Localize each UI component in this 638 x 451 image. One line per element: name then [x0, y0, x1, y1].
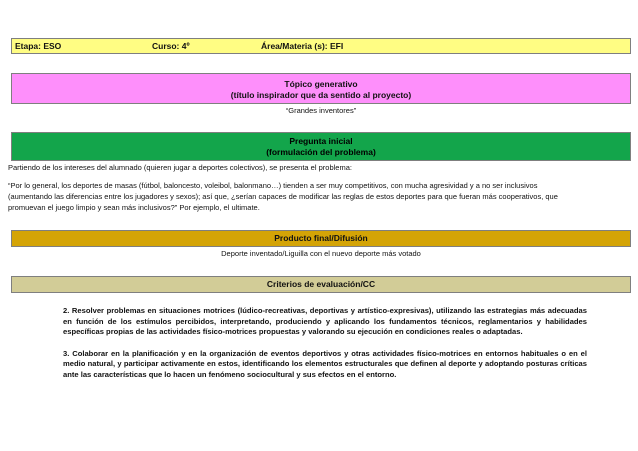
topico-subtitle: (título inspirador que da sentido al proyecto): [230, 90, 412, 100]
criterio-item: 2. Resolver problemas en situaciones motrices (lúdico-recreativas, deportivas y artístico-expresivas), utilizando las estrategias más adecuadas en función de los estímulos percibidos, interpretando, produciendo y aplicando los fundamentos técnicos, reglamentarios y habilidades específicas propias de las actividades físico-motrices propuestas y valorando su ejecución en condiciones reales o adaptadas.: [63, 306, 587, 337]
topico-header: [11, 73, 631, 104]
criterios-title: Criterios de evaluación/CC: [266, 279, 376, 289]
pregunta-subtitle: (formulación del problema): [266, 147, 376, 157]
pregunta-header: [11, 132, 631, 161]
producto-title: Producto final/Difusión: [274, 233, 368, 243]
pregunta-line: promuevan el juego limpio y sean más inclusivos?” Por ejemplo, el ultimate.: [8, 203, 260, 212]
area-label: Área/Materia (s): EFI: [261, 41, 344, 51]
pregunta-text: [8, 180, 631, 213]
header-bar: [11, 38, 631, 54]
criterio-item: 3. Colaborar en la planificación y en la organización de eventos deportivos y otras actividades físico-motrices en entornos habituales o en el medio natural, y participar activamente en estos, identificando los elementos estructurales que definen al deporte y adoptando posturas críticas ante las características que lo hacen un fenómeno sociocultural y sus efectos en el entorno.: [63, 348, 587, 379]
etapa-label: Etapa: ESO: [15, 41, 62, 51]
project-sheet: [8, 38, 631, 381]
curso-label: Curso: 4º: [152, 41, 190, 51]
criterios-header: [11, 276, 631, 293]
producto-header: [11, 230, 631, 247]
pregunta-title: Pregunta inicial: [289, 136, 353, 146]
topico-title: Tópico generativo: [284, 79, 358, 89]
pregunta-line: “Por lo general, los deportes de masas (fútbol, baloncesto, voleibol, balonmano…) tienden a ser muy competitivos, con mucha agresividad y a no ser inclusivos: [8, 181, 538, 190]
producto-value: Deporte inventado/Liguilla con el nuevo deporte más votado: [221, 249, 421, 258]
topico-value: “Grandes inventores”: [285, 106, 357, 115]
pregunta-intro: Partiendo de los intereses del alumnado (quieren jugar a deportes colectivos), se presenta el problema:: [8, 163, 352, 172]
pregunta-line: (aumentando las diferencias entre los jugadores y sexos); así que, ¿serían capaces de modificar las reglas de estos deportes para que fueran más cooperativos, que: [8, 192, 558, 201]
